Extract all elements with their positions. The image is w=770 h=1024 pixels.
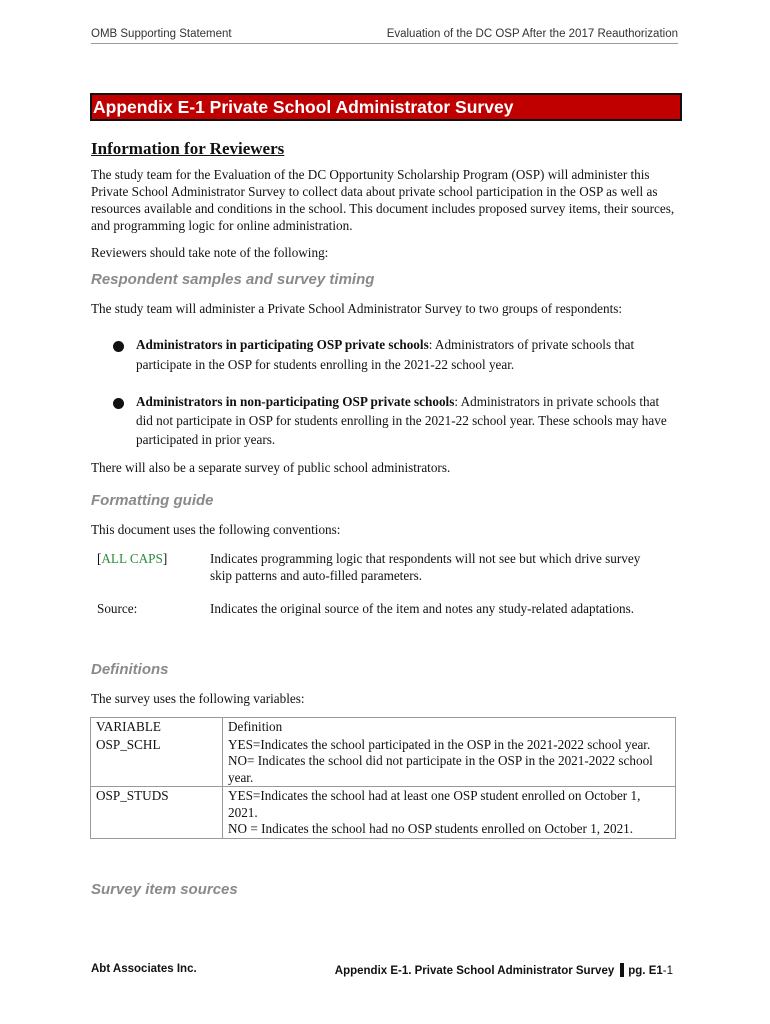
convention-source xyxy=(97,600,687,636)
table-row xyxy=(91,787,676,839)
samples-intro: The study team will administer a Private School Administrator Survey to two groups of respondents: xyxy=(91,301,623,316)
column-header: VARIABLE xyxy=(91,718,223,736)
samples-outro: There will also be a separate survey of public school administrators. xyxy=(91,460,451,475)
page-footer xyxy=(91,963,673,979)
programming-logic-marker: ALL CAPS xyxy=(101,551,163,566)
bullet-text xyxy=(136,335,676,375)
convention-key: [ALL CAPS] xyxy=(97,551,168,566)
bullet-text xyxy=(136,392,676,449)
footer-left: Abt Associates Inc. xyxy=(91,963,197,975)
bullet-dot xyxy=(113,341,124,352)
table-header-row xyxy=(91,718,676,736)
formatting-intro: This document uses the following conventions: xyxy=(91,522,341,537)
reviewers-intro: The study team for the Evaluation of the DC Opportunity Scholarship Program (OSP) will administer this Private School Administrator Survey to collect data about private school participation in the OSP as well as resources available and conditions in the school. This document includes proposed survey items, their sources, and programming logic for online administration. xyxy=(91,167,675,233)
reviewers-heading: Information for Reviewers xyxy=(91,139,285,158)
definition-line: YES=Indicates the school participated in the OSP in the 2021-2022 school year. xyxy=(228,736,651,752)
variable-definition xyxy=(223,787,676,839)
page-number-suffix: -1 xyxy=(662,965,673,977)
appendix-banner: Appendix E-1 Private School Administrator Survey xyxy=(90,93,682,121)
definition-line: NO= Indicates the school did not participate in the OSP in the 2021-2022 school year. xyxy=(228,753,653,785)
bullet-body: : Administrators in private schools that did not participate in OSP for students enrolling in the 2021-22 school year. These schools may have participated in prior years. xyxy=(136,394,667,447)
page-number-prefix: pg. E1 xyxy=(628,965,663,977)
table-row xyxy=(91,736,676,787)
footer-title: Appendix E-1. Private School Administrator Survey xyxy=(334,965,615,977)
reviewers-note: Reviewers should take note of the following: xyxy=(91,245,329,260)
header-right: Evaluation of the DC OSP After the 2017 Reauthorization xyxy=(386,28,678,40)
convention-desc: Indicates the original source of the item and notes any study-related adaptations. xyxy=(210,601,635,616)
bullet-body: : Administrators of private schools that participate in the OSP for students enrolling in the 2021-22 school year. xyxy=(136,337,635,372)
variables-table xyxy=(90,717,676,839)
bullet-dot xyxy=(113,398,124,409)
sources-heading: Survey item sources xyxy=(91,881,238,898)
column-header: Definition xyxy=(223,718,676,736)
variable-name: OSP_STUDS xyxy=(91,787,223,839)
header-left: OMB Supporting Statement xyxy=(91,28,232,40)
convention-desc: Indicates programming logic that respondents will not see but which drive survey skip patterns and auto-filled parameters. xyxy=(210,551,641,583)
definition-line: YES=Indicates the school had at least one OSP student enrolled on October 1, 2021. xyxy=(228,788,641,820)
definitions-heading: Definitions xyxy=(91,661,169,678)
formatting-heading: Formatting guide xyxy=(91,492,214,509)
footer-right xyxy=(335,963,673,977)
footer-divider xyxy=(620,963,624,977)
variable-name: OSP_SCHL xyxy=(91,736,223,787)
samples-heading: Respondent samples and survey timing xyxy=(91,271,375,288)
bullet-label: Administrators in participating OSP private schools xyxy=(136,337,429,352)
bullet-label: Administrators in non-participating OSP private schools xyxy=(136,394,455,409)
convention-key: Source: xyxy=(97,601,138,616)
convention-all-caps xyxy=(97,550,687,586)
variable-definition xyxy=(223,736,676,787)
definitions-intro: The survey uses the following variables: xyxy=(91,691,305,706)
definition-line: NO = Indicates the school had no OSP students enrolled on October 1, 2021. xyxy=(228,821,634,836)
page-header xyxy=(91,27,678,44)
